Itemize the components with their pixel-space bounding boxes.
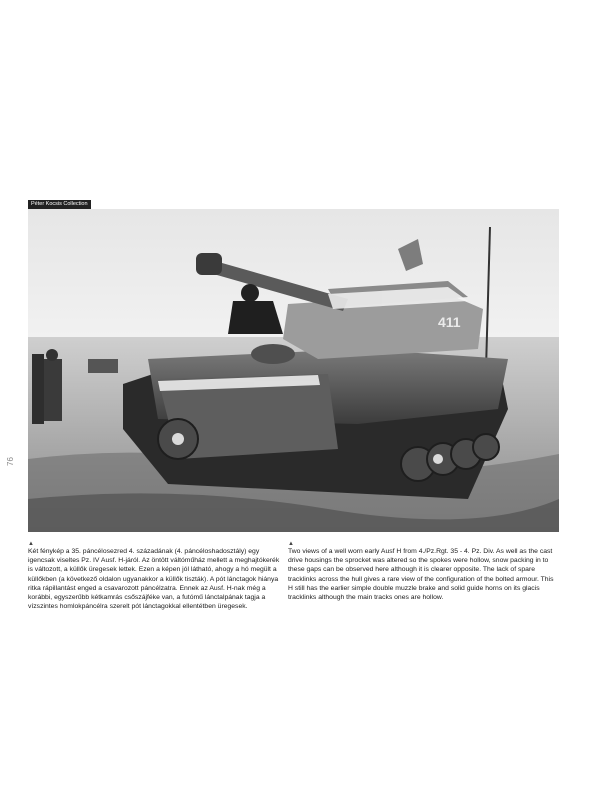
turret-number: 411: [438, 314, 461, 330]
caption-english-text: Two views of a well worn early Ausf H from 4./Pz.Rgt. 35 - 4. Pz. Div. As well as the cast drive housings the sprocket was altered so the spokes were hollow, snow packing in to these gaps can be observed here although it is clearer opposite. The lack of spare tracklinks across the hull gives a rare view of the configuration of the bolted armour. This H still has the earlier simple double muzzle brake and solid guide horns on its glacis tracklinks although the main tracks ones are hollow.: [288, 548, 554, 602]
photo-credit: Péter Kocsis Collection: [28, 200, 91, 209]
caption-hungarian: [28, 541, 286, 611]
caption-english: [288, 541, 554, 602]
photograph-illustration: [28, 209, 559, 532]
distant-vehicle: [88, 359, 118, 373]
up-arrow-icon: ▲: [28, 541, 34, 547]
tank-photograph: [28, 209, 559, 532]
caption-hungarian-text: Két fénykép a 35. páncélosezred 4. századának (4. páncéloshadosztály) egy igencsak viseltes Pz. IV Ausf. H-járól. Az öntött váltóműház mellett a meghajtókerék is változott, a küllők üregesek lettek. Ezen a képen jól látható, ahogy a hó megült a küllőkben (a következő oldalon ugyanakkor a küllők tiszták). A pót lánctagok hiánya ritka rápillantást enged a csavarozott páncélzatra. Ennek az Ausf. H-nak még a korábbi, egyszerűbb kétkamrás csőszájféke van, a futómű lánctalpának tagja a vízszintes homlokpáncélra szerelt pót lánctagokkal ellentétben üregesek.: [28, 548, 280, 611]
muzzle-brake: [196, 253, 222, 275]
up-arrow-icon: ▲: [288, 541, 294, 547]
page-number: 76: [6, 457, 15, 466]
soldiers-left: [32, 349, 62, 424]
